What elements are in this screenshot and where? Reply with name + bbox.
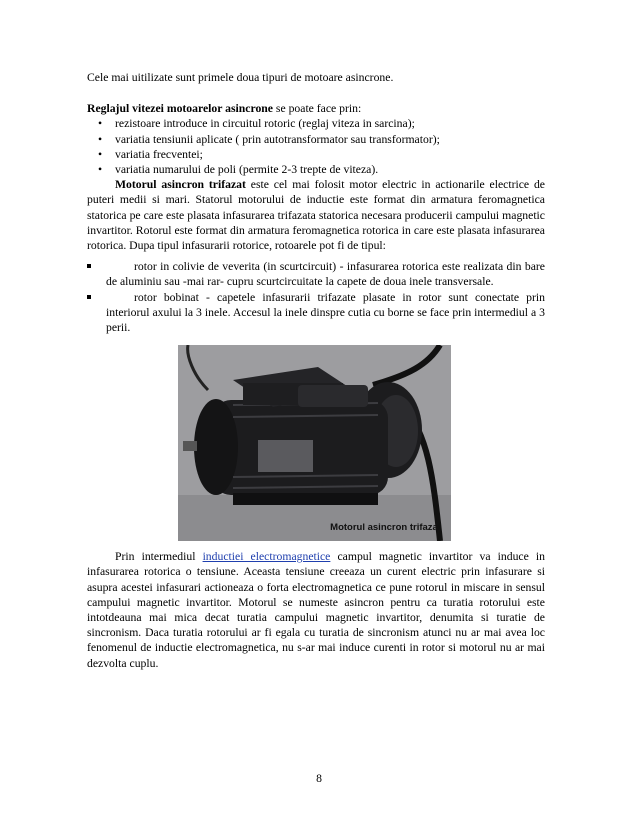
reglaj-heading: Reglajul vitezei motoarelor asincrone: [87, 102, 273, 116]
page-number: 8: [316, 772, 322, 785]
document-page: [87, 70, 545, 671]
list-item: • variatia tensiunii aplicate ( prin autotransformator sau transformator);: [98, 132, 440, 146]
reglaj-paragraph: [87, 101, 545, 116]
motor-photo: [178, 345, 451, 541]
reglaj-list: [87, 116, 545, 177]
list-item: • rezistoare introduce in circuitul rotoric (reglaj viteza in sarcina);: [98, 117, 415, 131]
trifazat-title: Motorul asincron trifazat: [115, 178, 246, 192]
intro-paragraph: Cele mai uitilizate sunt primele doua tipuri de motoare asincrone.: [87, 71, 394, 84]
inductie-link[interactable]: inductiei electromagnetice: [202, 550, 331, 564]
bullet-icon: •: [98, 132, 103, 146]
trifazat-text: este cel mai folosit motor electric in actionarile electrice de puteri medii si mari. Statorul motorului de inductie este format din armatura feromagnetica statorica pe care este plasata infasurarea trifazata statorica necesara producerii campului magnetic invartitor. Rotorul este format din armatura feromagnetica rotorica in care este plasata infasurarea rotorica. Dupa tipul infasurarii rotorice, rotoarele pot fi de tipul:: [87, 178, 545, 253]
closing-paragraph: Prin intermediul inductiei electromagnetice campul magnetic invartitor va induce in infasurarea rotorica o tensiune. Aceasta tensiune creeaza un curent electric prin infasurare si asupra acestei infasurari actioneaza o forta electromagnetica ce pune rotorul in miscare in sensul campului magnetic invartitor. Motorul se numeste asincron pentru ca turatia rotorului este intotdeauna mai mica decat turatia campului magnetic invartitor, denumita si turatie de sincronism. Daca turatia rotorului ar fi egala cu turatia de sincronism atunci nu ar mai avea loc fenomenul de inductie electromagnetica, nu s-ar mai induce curenti in rotor si motorul nu ar mai dezvolta cuplu.: [87, 550, 545, 670]
list-item: • variatia frecventei;: [98, 147, 203, 161]
bullet-icon: •: [98, 117, 103, 131]
rotor-types-list: [87, 259, 545, 335]
bullet-icon: •: [98, 147, 103, 161]
figure-caption: Motorul asincron trifazat: [330, 522, 441, 534]
list-item: rotor bobinat - capetele infasurarii trifazate plasate in rotor sunt conectate prin interiorul axului la 3 inele. Accesul la inele dinspre cutia cu borne se face prin intermediul a 3 perii.: [87, 290, 545, 336]
bullet-icon: •: [98, 163, 103, 177]
trifazat-paragraph: [87, 177, 545, 253]
square-bullet-icon: [87, 295, 91, 299]
motor-illustration: [178, 345, 451, 541]
list-item: • variatia numarului de poli (permite 2-3 trepte de viteza).: [98, 163, 379, 177]
list-item: rotor in colivie de veverita (in scurtcircuit) - infasurarea rotorica este realizata din bare de aluminiu sau -mai rar- cupru scurtcircuitate la capete de doua inele transversale.: [87, 259, 545, 289]
reglaj-heading-rest: se poate face prin:: [272, 102, 362, 116]
square-bullet-icon: [87, 264, 91, 268]
